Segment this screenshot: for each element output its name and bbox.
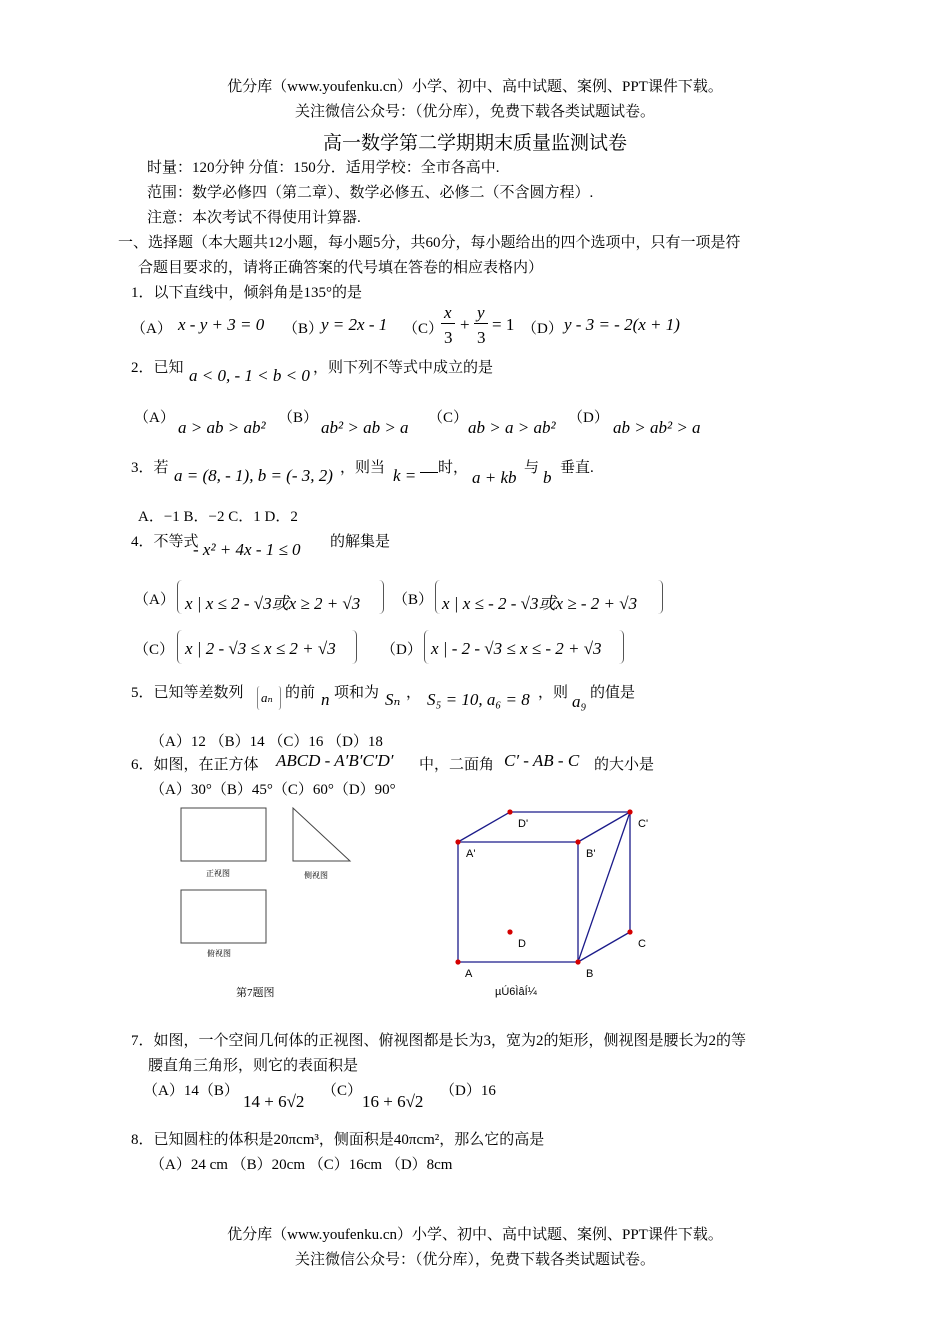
q5-stem-b: 的前: [285, 685, 316, 701]
q6-stem-c: 的大小是: [594, 757, 655, 773]
q5-sn: Sₙ: [385, 690, 401, 709]
q1-opt-c-den1: 3: [444, 328, 453, 347]
q4-opt-a: x | x ≤ 2 - √3或x ≥ 2 + √3: [185, 594, 361, 613]
q5-options: （A）12 （B）14 （C）16 （D）18: [150, 734, 383, 750]
meta-time: 时量：120分钟 分值：150分．适用学校：全市各高中.: [147, 160, 500, 176]
q3-stem-e: 垂直.: [560, 460, 594, 476]
vertex-label-c: C: [638, 938, 646, 950]
q1-opt-c-rest: = 1: [492, 315, 515, 334]
meta-scope: 范围：数学必修四（第二章）、数学必修五、必修二（不含圆方程）.: [147, 185, 594, 201]
q7-opt-a: （A）14（B）: [143, 1083, 239, 1099]
vertex-d: [507, 929, 512, 934]
side-view-label: 侧视图: [304, 871, 328, 880]
section-heading-cont: 合题目要求的，请将正确答案的代号填在答卷的相应表格内）: [138, 260, 544, 276]
q2-condition: a < 0, - 1 < b < 0: [189, 366, 310, 385]
q3-stem-b: ，则当: [340, 460, 386, 476]
q1-opt-b-label: （B）: [283, 321, 324, 337]
front-view-label: 正视图: [206, 869, 230, 878]
q2-opt-b: ab² > ab > a: [321, 418, 409, 437]
front-view-rect: [181, 808, 266, 861]
cube-edges: [458, 812, 630, 962]
q3-stem-c: 时，: [438, 460, 469, 476]
vertex-label-a: A: [465, 968, 473, 980]
fig7-caption: 第7题图: [236, 987, 275, 999]
top-view-label: 俯视图: [207, 949, 231, 958]
q1-opt-b: y = 2x - 1: [321, 315, 388, 334]
q4-stem-b: 的解集是: [330, 534, 391, 550]
vertex-label-c1: C': [638, 818, 649, 830]
q1-opt-c-den2: 3: [477, 328, 486, 347]
q1-opt-c-x: x: [444, 303, 452, 322]
meta-note: 注意：本次考试不得使用计算器.: [147, 210, 361, 226]
q5-stem-c: 项和为: [334, 685, 380, 701]
q5-seq: aₙ: [261, 690, 273, 705]
q1-opt-c-y: y: [477, 303, 485, 322]
q3-vectors: a = (8, - 1), b = (- 3, 2): [174, 466, 333, 485]
q1-opt-d-label: （D）: [522, 321, 563, 337]
q6-stem-a: 6．如图，在正方体: [131, 757, 259, 773]
header-line-1: 优分库（www.youfenku.cn）小学、初中、高中试题、案例、PPT课件下载。: [227, 79, 723, 95]
q2-stem-b: ，则下列不等式中成立的是: [313, 360, 494, 376]
q3-k: k =: [393, 466, 417, 485]
q5-stem-a: 5．已知等差数列: [131, 685, 244, 701]
q1-stem: 1．以下直线中，倾斜角是135°的是: [131, 285, 362, 301]
q4-opt-b: x | x ≤ - 2 - √3或x ≥ - 2 + √3: [442, 594, 638, 613]
q4-stem-a: 4．不等式: [131, 534, 199, 550]
side-view-triangle: [293, 808, 350, 861]
vertex-d1: [507, 809, 512, 814]
q3-stem-d: 与: [524, 460, 540, 476]
q1-opt-d: y - 3 = - 2(x + 1): [564, 315, 680, 334]
vertex-label-b: B: [586, 968, 594, 980]
q2-opt-c-label: （C）: [428, 410, 469, 426]
q7-line-1: 7．如图，一个空间几何体的正视图、俯视图都是长为3，宽为2的矩形，侧视图是腰长为2的等: [131, 1033, 747, 1049]
q1-opt-c-plus: +: [460, 315, 470, 334]
vertex-label-a1: A': [466, 848, 476, 860]
q1-opt-a: x - y + 3 = 0: [178, 315, 265, 334]
q6-cube: ABCD - A′B′C′D′: [276, 751, 394, 770]
q7-opt-c: 16 + 6√2: [362, 1092, 424, 1111]
q5-n: n: [321, 690, 330, 709]
footer-line-1: 优分库（www.youfenku.cn）小学、初中、高中试题、案例、PPT课件下载。: [227, 1227, 723, 1243]
vertex-c1: [627, 809, 632, 814]
q4-opt-d: x | - 2 - √3 ≤ x ≤ - 2 + √3: [431, 639, 602, 658]
vertex-b1: [575, 839, 580, 844]
page-title: 高一数学第二学期期末质量监测试卷: [322, 133, 627, 154]
q2-opt-c: ab > a > ab²: [468, 418, 556, 437]
q5-comma: ，: [406, 685, 422, 701]
q4-inequality: - x² + 4x - 1 ≤ 0: [193, 540, 301, 559]
vertex-label-b1: B': [586, 848, 596, 860]
q5-a9: a₉: [572, 692, 587, 711]
vertex-a1: [455, 839, 460, 844]
q7-opt-b: 14 + 6√2: [243, 1092, 305, 1111]
q4-opt-c-label: （C）: [134, 642, 175, 658]
q5-stem-e: 的值是: [590, 685, 636, 701]
q3-expr: a + kb: [472, 468, 517, 487]
q4-opt-a-label: （A）: [134, 592, 175, 608]
q2-opt-d: ab > ab² > a: [613, 418, 701, 437]
q3-b: b: [543, 468, 552, 487]
q7-opt-c-label: （C）: [322, 1083, 363, 1099]
q7-line-2: 腰直角三角形，则它的表面积是: [148, 1058, 359, 1074]
header-line-2: 关注微信公众号：（优分库），免费下载各类试题试卷。: [294, 104, 655, 120]
q2-opt-a: a > ab > ab²: [178, 418, 266, 437]
q8-stem: 8．已知圆柱的体积是20πcm³，侧面积是40πcm²，那么它的高是: [131, 1132, 545, 1148]
q6-stem-b: 中，二面角: [419, 757, 495, 773]
q7-opt-d: （D）16: [440, 1083, 496, 1099]
q2-opt-b-label: （B）: [278, 410, 319, 426]
q8-options: （A）24 cm （B）20cm （C）16cm （D）8cm: [150, 1157, 453, 1173]
vertex-label-d1: D': [518, 818, 529, 830]
vertex-b: [575, 959, 580, 964]
q4-opt-d-label: （D）: [381, 642, 422, 658]
vertex-label-d: D: [518, 938, 526, 950]
q6-options: （A）30°（B）45°（C）60°（D）90°: [150, 782, 396, 798]
q3-stem-a: 3．若: [131, 460, 169, 476]
q6-angle: C′ - AB - C: [504, 751, 580, 770]
vertex-a: [455, 959, 460, 964]
q3-options: A．−1 B．−2 C．1 D．2: [138, 509, 298, 525]
q2-stem-a: 2．已知: [131, 360, 184, 376]
fig6-caption: µÚ6ÌâÍ¼: [495, 986, 537, 998]
q2-opt-a-label: （A）: [134, 410, 175, 426]
q1-opt-a-label: （A）: [131, 321, 172, 337]
cube-vertices: [455, 809, 632, 964]
q1-opt-c-label: （C）: [403, 321, 444, 337]
section-heading: 一、选择题（本大题共12小题，每小题5分，共60分，每小题给出的四个选项中，只有一项是符: [118, 235, 741, 251]
q5-condition: S₅ = 10, a₆ = 8: [427, 690, 530, 709]
q4-opt-b-label: （B）: [393, 592, 434, 608]
top-view-rect: [181, 890, 266, 943]
q4-opt-c: x | 2 - √3 ≤ x ≤ 2 + √3: [185, 639, 336, 658]
q2-opt-d-label: （D）: [568, 410, 609, 426]
vertex-c: [627, 929, 632, 934]
footer-line-2: 关注微信公众号：（优分库），免费下载各类试题试卷。: [294, 1252, 655, 1268]
q5-stem-d: ，则: [538, 685, 569, 701]
